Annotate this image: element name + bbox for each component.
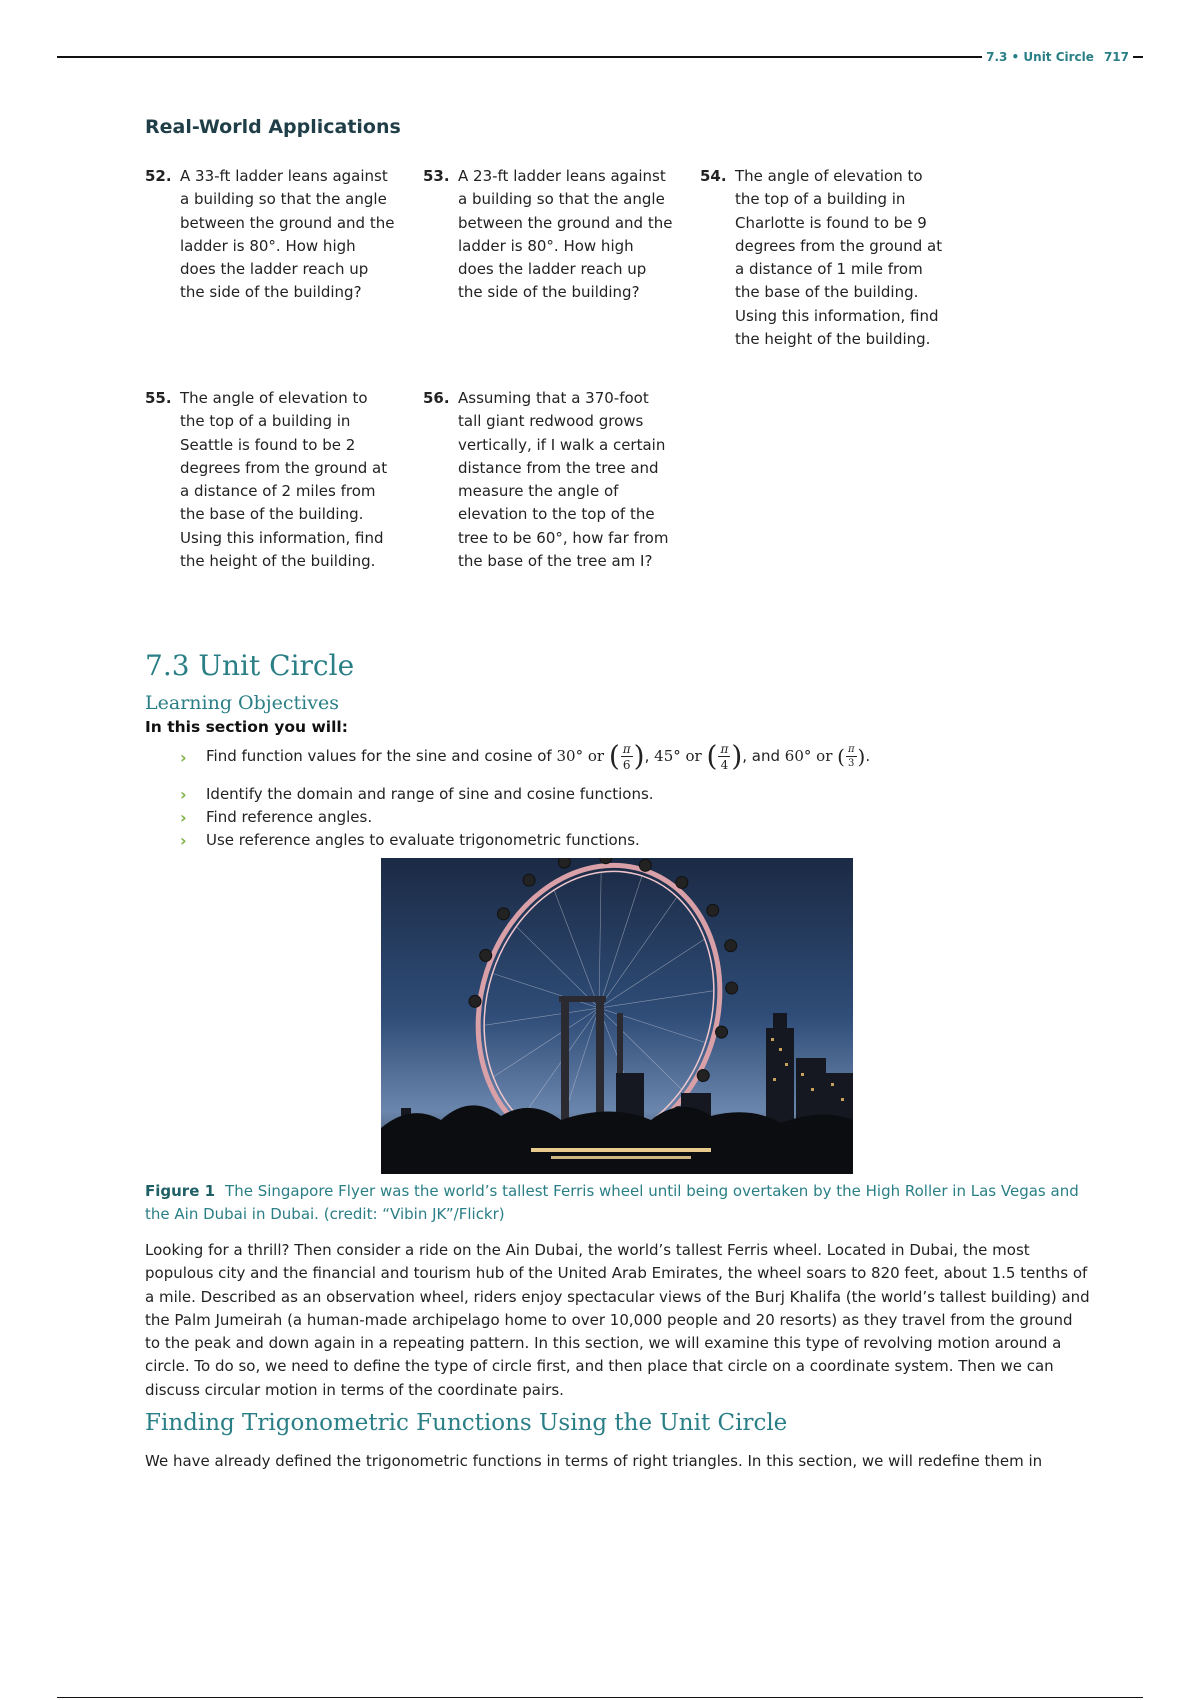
bottom-rule	[57, 1697, 1143, 1698]
exercise-text: A 33-ft ladder leans against a building so that the angle between the ground and the ladder is 80°. How high does the ladder reach up the side of the building?	[180, 167, 395, 302]
chevron-right-icon: ›	[180, 748, 187, 767]
exercise-number: 54.	[700, 167, 727, 185]
exercise-number: 53.	[423, 167, 450, 185]
subheading: Finding Trigonometric Functions Using the Unit Circle	[145, 1410, 788, 1436]
objective-item: › Find reference angles.	[180, 808, 373, 827]
figure-caption	[145, 1180, 1085, 1226]
objective-item: › Find function values for the sine and cosine of 30° or ( $\frac{\pi}{6}$ ), 45° or ( $\frac{\pi}{4}$ ), and 60° or ( $\frac{\pi}{3}$ ).	[180, 739, 871, 773]
exercise-55	[145, 387, 395, 573]
exercise-54	[700, 165, 950, 351]
running-head	[982, 50, 1133, 64]
chevron-right-icon: ›	[180, 785, 187, 804]
singapore-flyer-photo	[381, 858, 853, 1174]
exercise-number: 56.	[423, 389, 450, 407]
exercise-number: 52.	[145, 167, 172, 185]
objective-item: › Identify the domain and range of sine and cosine functions.	[180, 785, 654, 804]
objectives-lead: In this section you will:	[145, 718, 348, 736]
subsection-title: Real-World Applications	[145, 116, 401, 138]
exercise-text: The angle of elevation to the top of a building in Seattle is found to be 2 degrees from the ground at a distance of 2 miles from the base of the building. Using this information, find the height of the building.	[180, 389, 388, 571]
chevron-right-icon: ›	[180, 808, 187, 827]
figure-caption-text: The Singapore Flyer was the world’s tallest Ferris wheel until being overtaken by the High Roller in Las Vegas and the Ain Dubai in Dubai. (credit: “Vibin JK”/Flickr)	[145, 1182, 1079, 1223]
top-rule	[57, 56, 1143, 58]
exercise-text: A 23-ft ladder leans against a building so that the angle between the ground and the ladder is 80°. How high does the ladder reach up the side of the building?	[458, 167, 673, 302]
fraction-pi-over-6: $\frac{\pi}{6}$	[622, 741, 631, 772]
section-title: 7.3 Unit Circle	[145, 649, 355, 682]
exercise-53	[423, 165, 673, 305]
fraction-pi-over-4: $\frac{\pi}{4}$	[720, 741, 729, 772]
page-number: 717	[1103, 50, 1129, 64]
exercise-text: Assuming that a 370-foot tall giant redwood grows vertically, if I walk a certain distance from the tree and measure the angle of elevation to the top of the tree to be 60°, how far from the base of the tree am I?	[458, 389, 669, 571]
objective-item: › Use reference angles to evaluate trigonometric functions.	[180, 831, 640, 850]
exercise-text: The angle of elevation to the top of a building in Charlotte is found to be 9 degrees from the ground at a distance of 1 mile from the base of the building. Using this information, find the height of the building.	[735, 167, 943, 349]
running-head-section: 7.3 • Unit Circle	[986, 50, 1094, 64]
exercise-number: 55.	[145, 389, 172, 407]
exercise-52	[145, 165, 395, 305]
body-paragraph: Looking for a thrill? Then consider a ride on the Ain Dubai, the world’s tallest Ferris wheel. Located in Dubai, the most populous city and the financial and tourism hub of the United Arab Emirates, the wheel soars to 820 feet, about 1.5 tenths of a mile. Described as an observation wheel, riders enjoy spectacular views of the Burj Khalifa (the world’s tallest building) and the Palm Jumeirah (a human-made archipelago home to over 10,000 people and 20 resorts) as they travel from the ground to the peak and down again in a repeating pattern. In this section, we will examine this type of revolving motion around a circle. To do so, we need to define the type of circle first, and then place that circle on a coordinate system. Then we can discuss circular motion in terms of the coordinate pairs.	[145, 1241, 1090, 1399]
fraction-pi-over-3: $\frac{\pi}{3}$	[847, 743, 855, 769]
body-paragraph-2: We have already defined the trigonometric functions in terms of right triangles. In this section, we will redefine them in	[145, 1452, 1043, 1470]
learning-objectives-title: Learning Objectives	[145, 692, 339, 714]
chevron-right-icon: ›	[180, 831, 187, 850]
figure-label: Figure 1	[145, 1182, 216, 1200]
objectives-list	[180, 741, 1080, 852]
exercise-56	[423, 387, 673, 573]
